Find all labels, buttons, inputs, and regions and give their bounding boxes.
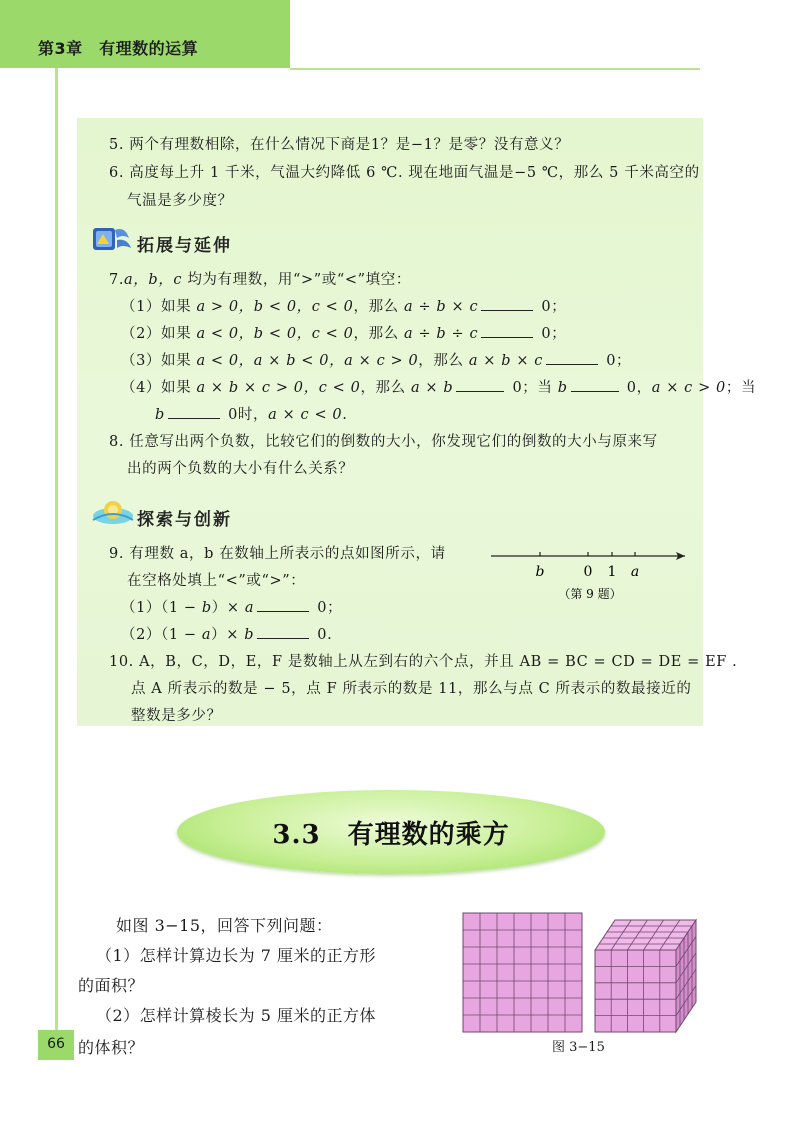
- header-divider: [290, 68, 700, 70]
- exercise-panel: [77, 118, 757, 726]
- number-line-figure: [485, 546, 695, 606]
- problem-10-line1: 10. A，B，C，D，E，F 是数轴上从左到右的六个点，并且 AB = BC = CD = DE = EF .: [109, 654, 738, 670]
- answer-blank[interactable]: [546, 352, 598, 365]
- left-margin-rule: [55, 68, 58, 1048]
- intro-line3: 的面积？: [78, 976, 145, 995]
- problem-8-line1: 8. 任意写出两个负数，比较它们的倒数的大小，你发现它们的倒数的大小与原来写: [109, 434, 658, 450]
- extend-section-icon: [91, 224, 133, 254]
- problem-6-line2: 气温是多少度？: [127, 193, 233, 209]
- problem-9-part2: （2）（1 − a）× b 0.: [121, 627, 333, 643]
- problem-10-line3: 整数是多少？: [131, 708, 222, 724]
- answer-blank[interactable]: [481, 298, 533, 311]
- problem-7-part1: （1）如果 a > 0，b < 0，c < 0，那么 a ÷ b × c 0；: [121, 299, 567, 315]
- label-a: a: [630, 564, 640, 580]
- problem-8-line2: 出的两个负数的大小有什么关系？: [127, 461, 354, 477]
- answer-blank[interactable]: [257, 626, 309, 639]
- answer-blank[interactable]: [571, 379, 619, 392]
- label-b: b: [535, 564, 545, 580]
- page-number: 66: [47, 1036, 65, 1052]
- problem-9-line2: 在空格处填上“<”或“>”：: [127, 573, 306, 589]
- label-0: 0: [583, 564, 593, 580]
- intro-line1: 如图 3−15，回答下列问题：: [116, 916, 333, 935]
- problem-9-part1: （1）（1 − b）× a 0；: [121, 600, 343, 616]
- problem-7-part2: （2）如果 a < 0，b < 0，c < 0，那么 a ÷ b ÷ c 0；: [121, 326, 567, 342]
- label-1: 1: [607, 564, 617, 580]
- explore-section-title: 探索与创新: [137, 510, 232, 530]
- answer-blank[interactable]: [168, 406, 220, 419]
- problem-6-line1: 6. 高度每上升 1 千米，气温大约降低 6 ℃. 现在地面气温是−5 ℃，那么 5 千米高空的: [109, 165, 700, 181]
- problem-5: 5. 两个有理数相除，在什么情况下商是1？是−1？是零？没有意义？: [109, 137, 570, 153]
- square-grid-7x7: [463, 913, 582, 1032]
- answer-blank[interactable]: [481, 325, 533, 338]
- cube-grid-5x5x5: [595, 920, 696, 1032]
- problem-10-line2: 点 A 所表示的数是 − 5，点 F 所表示的数是 11，那么与点 C 所表示的数最接近的: [131, 681, 692, 697]
- problem-7-part3: （3）如果 a < 0，a × b < 0，a × c > 0，那么 a × b × c 0；: [121, 353, 632, 369]
- figure-3-15-caption: 图 3−15: [552, 1040, 605, 1055]
- answer-blank[interactable]: [257, 599, 309, 612]
- problem-7-part4-line2: b 0时，a × c < 0.: [155, 407, 348, 423]
- figure-3-15: [462, 912, 698, 1034]
- answer-blank[interactable]: [456, 379, 504, 392]
- intro-line4: （2）怎样计算棱长为 5 厘米的正方体: [96, 1006, 377, 1025]
- extend-section-title: 拓展与延伸: [137, 236, 232, 256]
- section-title: 3.3 有理数的乘方: [272, 820, 510, 850]
- explore-section-icon: [89, 498, 135, 528]
- section-title-banner: [177, 790, 605, 874]
- problem-7-intro: 7.a，b，c 均为有理数，用“>”或“<”填空：: [109, 272, 411, 288]
- intro-line2: （1）怎样计算边长为 7 厘米的正方形: [96, 946, 377, 965]
- intro-line5: 的体积？: [78, 1038, 145, 1057]
- figure-9-caption: （第 9 题）: [558, 587, 622, 601]
- chapter-title: 第3章 有理数的运算: [38, 39, 199, 58]
- problem-9-line1: 9. 有理数 a，b 在数轴上所表示的点如图所示，请: [109, 546, 446, 562]
- problem-7-part4-line1: （4）如果 a × b × c > 0，c < 0，那么 a × b 0；当 b 0，a × c > 0；当: [121, 380, 757, 396]
